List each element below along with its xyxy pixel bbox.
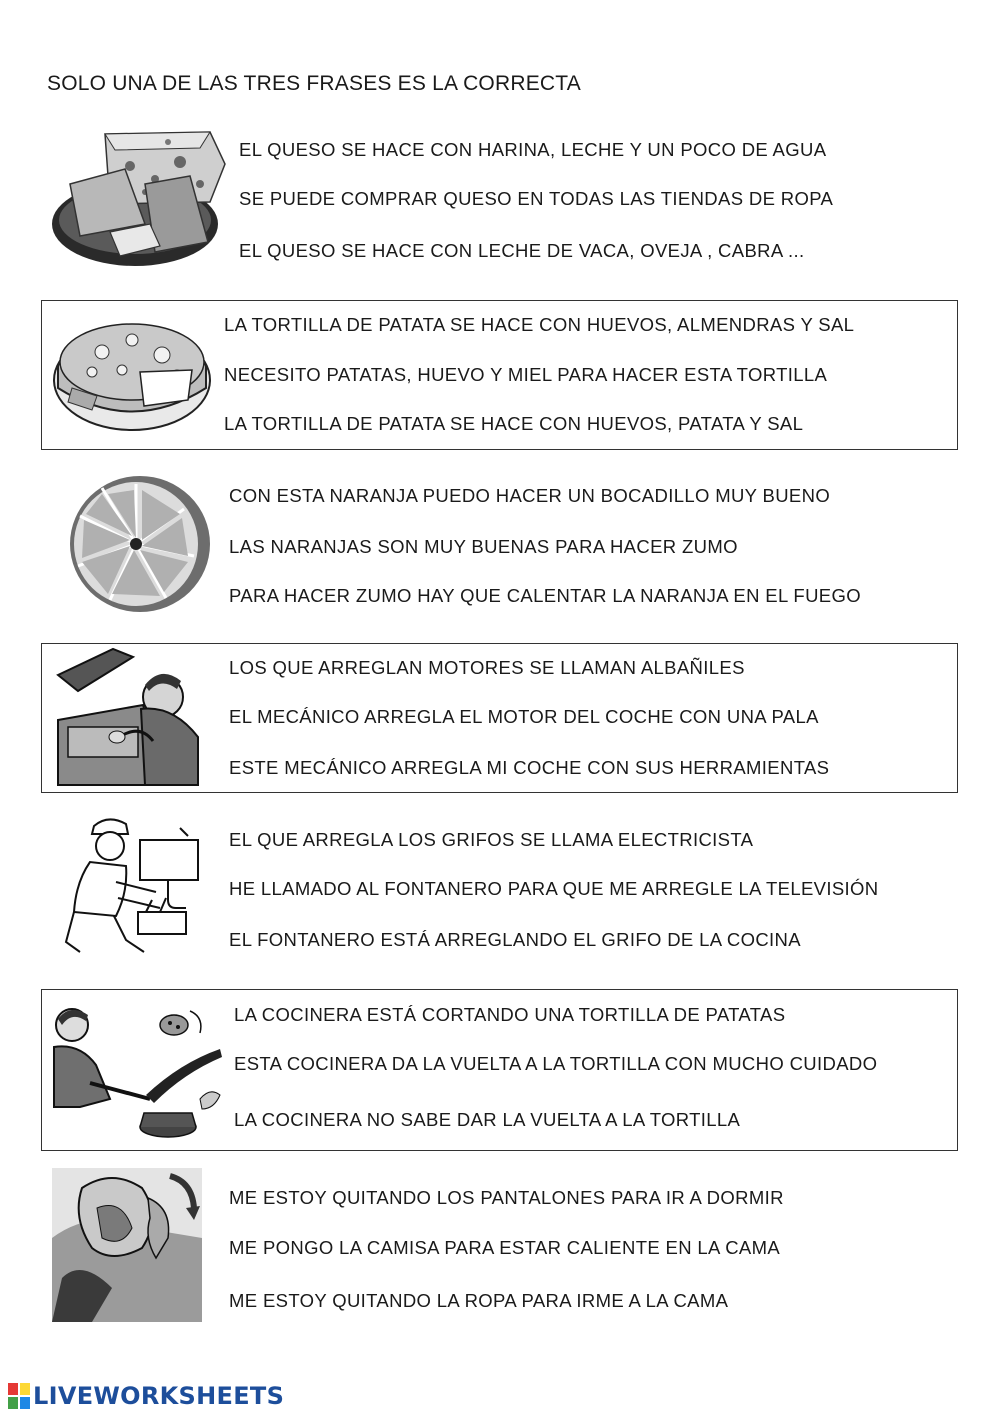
question-5-option-1[interactable]: EL QUE ARREGLA LOS GRIFOS SE LLAMA ELECTRICISTA — [229, 829, 754, 850]
question-3-option-3[interactable]: PARA HACER ZUMO HAY QUE CALENTAR LA NARANJA EN EL FUEGO — [229, 585, 861, 606]
question-3-option-2[interactable]: LAS NARANJAS SON MUY BUENAS PARA HACER ZUMO — [229, 536, 738, 557]
question-3-option-1[interactable]: CON ESTA NARANJA PUEDO HACER UN BOCADILLO MUY BUENO — [229, 485, 831, 506]
question-6-option-3[interactable]: LA COCINERA NO SABE DAR LA VUELTA A LA TORTILLA — [234, 1109, 741, 1130]
question-6-option-2[interactable]: ESTA COCINERA DA LA VUELTA A LA TORTILLA CON MUCHO CUIDADO — [234, 1053, 878, 1074]
page-title: SOLO UNA DE LAS TRES FRASES ES LA CORRECTA — [47, 72, 581, 95]
liveworksheets-logo — [8, 1381, 284, 1411]
question-4-option-3[interactable]: ESTE MECÁNICO ARREGLA MI COCHE CON SUS HERRAMIENTAS — [229, 757, 830, 778]
question-1-option-1[interactable]: EL QUESO SE HACE CON HARINA, LECHE Y UN POCO DE AGUA — [239, 139, 827, 160]
question-4-option-2[interactable]: EL MECÁNICO ARREGLA EL MOTOR DEL COCHE CON UNA PALA — [229, 706, 819, 727]
cook-flipping-omelette-icon — [50, 1003, 224, 1143]
question-6-option-1[interactable]: LA COCINERA ESTÁ CORTANDO UNA TORTILLA DE PATATAS — [234, 1004, 786, 1025]
plumber-icon — [56, 812, 206, 960]
undressing-boy-icon — [52, 1168, 202, 1322]
question-5-option-3[interactable]: EL FONTANERO ESTÁ ARREGLANDO EL GRIFO DE LA COCINA — [229, 929, 801, 950]
brand-name: LIVEWORKSHEETS — [33, 1382, 285, 1410]
potato-omelette-icon — [52, 310, 212, 438]
question-1-option-3[interactable]: EL QUESO SE HACE CON LECHE DE VACA, OVEJA , CABRA ... — [239, 240, 805, 261]
question-2-option-1[interactable]: LA TORTILLA DE PATATA SE HACE CON HUEVOS, ALMENDRAS Y SAL — [224, 314, 855, 335]
question-7-option-1[interactable]: ME ESTOY QUITANDO LOS PANTALONES PARA IR A DORMIR — [229, 1187, 784, 1208]
cheese-icon — [50, 124, 230, 272]
question-1-option-2[interactable]: SE PUEDE COMPRAR QUESO EN TODAS LAS TIENDAS DE ROPA — [239, 188, 834, 209]
liveworksheets-logo-icon — [8, 1383, 30, 1409]
question-2-option-2[interactable]: NECESITO PATATAS, HUEVO Y MIEL PARA HACER ESTA TORTILLA — [224, 364, 828, 385]
question-5-option-2[interactable]: HE LLAMADO AL FONTANERO PARA QUE ME ARREGLE LA TELEVISIÓN — [229, 878, 879, 899]
orange-icon — [66, 474, 212, 614]
question-7-option-3[interactable]: ME ESTOY QUITANDO LA ROPA PARA IRME A LA CAMA — [229, 1290, 729, 1311]
question-2-option-3[interactable]: LA TORTILLA DE PATATA SE HACE CON HUEVOS, PATATA Y SAL — [224, 413, 804, 434]
question-7-option-2[interactable]: ME PONGO LA CAMISA PARA ESTAR CALIENTE EN LA CAMA — [229, 1237, 781, 1258]
mechanic-icon — [53, 645, 203, 789]
question-4-option-1[interactable]: LOS QUE ARREGLAN MOTORES SE LLAMAN ALBAÑILES — [229, 657, 745, 678]
